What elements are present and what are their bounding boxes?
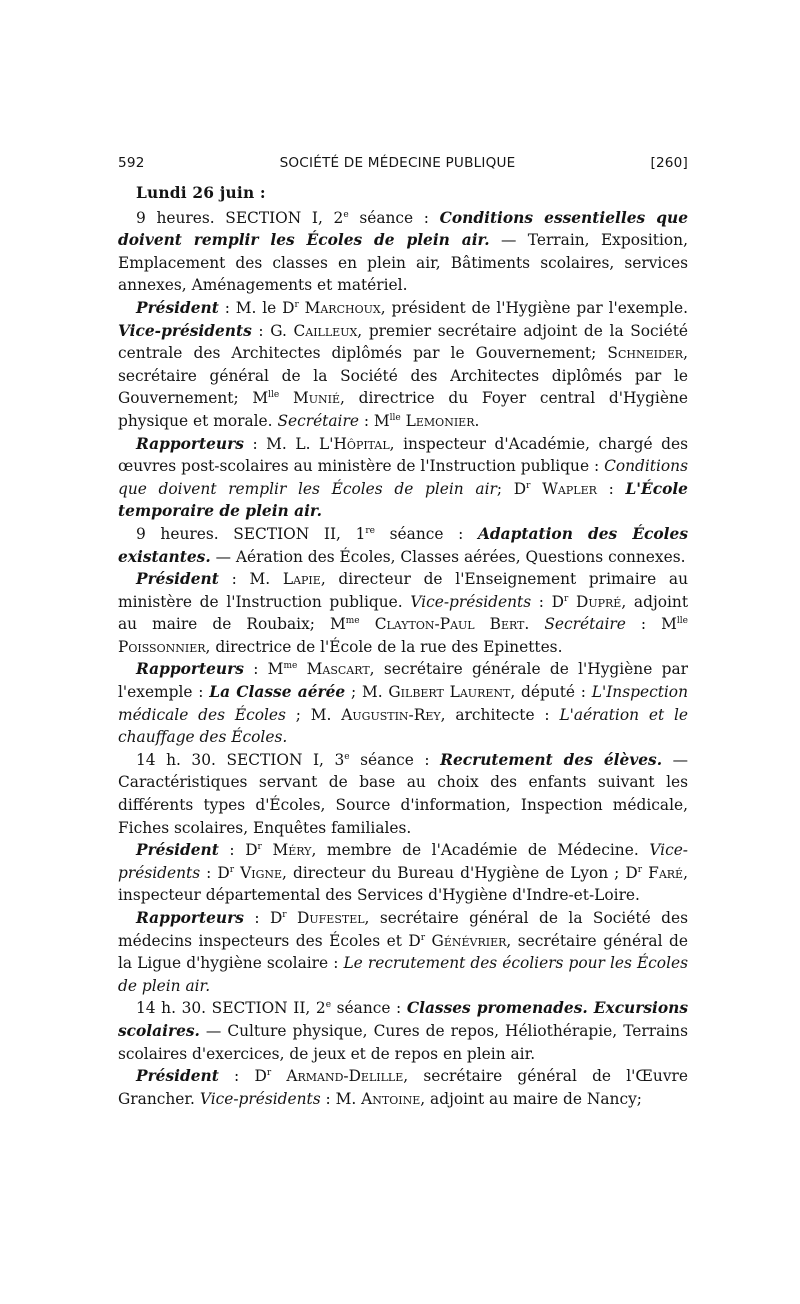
- text-run: : M: [243, 660, 284, 679]
- text-run: re: [365, 525, 376, 536]
- text-run: r: [637, 864, 643, 875]
- text-run: , inspecteur d'Académie, chargé des œuvres post-scolaires au ministère de l'Instruction publique :: [118, 434, 688, 476]
- text-run: lle: [268, 390, 280, 401]
- text-run: : D: [218, 1067, 267, 1086]
- text-run: , directrice du Foyer central d'Hygiène physique et morale.: [118, 389, 688, 430]
- text-run: séance :: [348, 208, 440, 227]
- text-run: Le recrutement des écoliers pour les Écoles de plein air.: [118, 954, 688, 995]
- text-run: L'aération et le chauffage des Écoles.: [118, 705, 688, 747]
- text-run: Recrutement des élèves.: [440, 750, 663, 769]
- text-run: : M.: [218, 570, 283, 589]
- text-run: Génévrier: [431, 931, 507, 950]
- text-run: Méry: [272, 841, 312, 860]
- text-run: : D: [200, 863, 230, 882]
- text-run: , premier secrétaire adjoint de la Société centrale des Architectes diplômés par le Gouvernement;: [118, 321, 689, 363]
- text-run: Secrétaire: [544, 615, 626, 634]
- text-run: Rapporteurs: [136, 909, 244, 927]
- document-page: [118, 152, 688, 1110]
- text-run: — Terrain, Exposition, Emplacement des classes en plein air, Bâtiments scolaires, services annexes, Aménagements et matériel.: [118, 231, 688, 295]
- text-run: Rapporteurs: [136, 660, 244, 679]
- text-run: séance :: [331, 999, 407, 1018]
- text-run: L'Inspection médicale des Écoles: [118, 683, 688, 724]
- paragraph: [118, 433, 688, 523]
- text-run: Conditions essentielles que doivent remplir les Écoles de plein air.: [118, 208, 689, 250]
- text-run: : M: [625, 615, 677, 634]
- text-run: Marchoux: [304, 298, 381, 317]
- paragraph: [118, 207, 688, 297]
- text-run: e: [325, 1000, 332, 1011]
- text-run: Vice-présidents: [199, 1089, 321, 1108]
- text-run: séance :: [349, 750, 441, 769]
- text-run: r: [282, 909, 287, 920]
- body-text: [118, 207, 688, 1111]
- text-run: , membre de l'Académie de Médecine.: [311, 841, 650, 860]
- text-run: Rapporteurs: [136, 434, 244, 453]
- page-header: [118, 152, 688, 182]
- text-run: 9 heures. SECTION I, 2: [136, 208, 344, 227]
- text-run: — Culture physique, Cures de repos, Héliothérapie, Terrains scolaires d'exercices, de jeux et de repos en plein air.: [118, 1021, 688, 1063]
- paragraph: [118, 749, 688, 839]
- text-run: 9 heures. SECTION II, 1: [136, 524, 366, 543]
- text-run: 14 h. 30. SECTION I, 3: [136, 750, 345, 769]
- text-run: me: [283, 661, 298, 672]
- paragraph: [118, 297, 688, 433]
- text-run: Dufestel: [297, 909, 365, 927]
- text-run: , secrétaire générale de l'Hygiène par l'exemple :: [118, 660, 688, 702]
- text-run: r: [257, 842, 262, 853]
- text-run: : D: [218, 841, 258, 860]
- text-run: : M. le D: [218, 298, 295, 317]
- text-run: , directeur du Bureau d'Hygiène de Lyon ; D: [282, 863, 638, 882]
- text-run: Conditions que doivent remplir les Écoles de plein air: [118, 457, 688, 498]
- text-run: r: [564, 593, 569, 604]
- text-run: [568, 593, 576, 611]
- text-run: [287, 909, 297, 927]
- text-run: Vice-présidents: [410, 592, 532, 611]
- text-run: , architecte :: [440, 705, 560, 724]
- text-run: Classes promenades. Excursions scolaires.: [118, 999, 688, 1040]
- text-run: Munié: [292, 389, 340, 408]
- text-run: Président: [136, 298, 219, 317]
- text-run: , secrétaire général de l'Œuvre Grancher.: [118, 1067, 688, 1108]
- text-run: r: [526, 480, 531, 491]
- text-run: Président: [136, 841, 219, 860]
- text-run: — Caractéristiques servant de base au choix des enfants suivant les différents types d'Écoles, Source d'information, Inspection médicale, Fiches scolaires, Enquêtes familiales.: [118, 750, 688, 837]
- text-run: Secrétaire: [277, 411, 359, 430]
- text-run: , directrice de l'École de la rue des Epinettes.: [205, 637, 563, 656]
- text-run: [530, 480, 542, 498]
- text-run: ; M.: [285, 705, 342, 724]
- text-run: , inspecteur départemental des Services d'Hygiène d'Indre-et-Loire.: [118, 863, 688, 905]
- text-run: L'Hôpital: [319, 434, 390, 453]
- text-run: r: [266, 1068, 272, 1079]
- text-run: r: [229, 864, 235, 875]
- text-run: e: [343, 209, 349, 220]
- text-run: lle: [389, 412, 401, 423]
- text-run: Mascart: [306, 660, 370, 679]
- text-run: [360, 615, 375, 633]
- text-run: Wapler: [542, 479, 597, 498]
- text-run: , adjoint au maire de Nancy;: [420, 1089, 642, 1108]
- text-run: Antoine: [361, 1089, 421, 1108]
- paragraph: [118, 568, 688, 658]
- text-run: Président: [136, 570, 219, 589]
- text-run: Poissonnier: [118, 637, 206, 656]
- text-run: : G.: [251, 321, 294, 340]
- paragraph: [118, 523, 688, 568]
- text-run: Lapie: [282, 570, 321, 589]
- text-run: [271, 1067, 286, 1085]
- running-title: SOCIÉTÉ DE MÉDECINE PUBLIQUE: [279, 155, 516, 171]
- text-run: r: [420, 932, 426, 943]
- text-run: , directeur de l'Enseignement primaire au ministère de l'Instruction publique.: [118, 570, 688, 611]
- text-run: Lemonier: [405, 411, 475, 430]
- text-run: [262, 841, 273, 859]
- text-run: r: [294, 299, 299, 310]
- text-run: Gilbert Laurent: [388, 683, 511, 702]
- day-heading: Lundi 26 juin :: [136, 184, 266, 202]
- text-run: Président: [136, 1067, 219, 1086]
- text-run: Dupré: [576, 592, 622, 611]
- text-run: Adaptation des Écoles existantes.: [118, 524, 688, 566]
- paragraph: [118, 839, 688, 907]
- text-run: Schneider: [607, 344, 684, 363]
- text-run: Vice-présidents: [118, 321, 252, 340]
- text-run: : D: [531, 592, 565, 611]
- text-run: : D: [243, 909, 283, 927]
- text-run: [297, 660, 306, 678]
- text-run: 14 h. 30. SECTION II, 2: [136, 999, 326, 1018]
- text-run: .: [524, 615, 545, 634]
- text-run: ; D: [496, 479, 527, 498]
- text-run: Vigne: [240, 863, 283, 882]
- text-run: :: [596, 479, 626, 498]
- text-run: , adjoint au maire de Roubaix; M: [118, 592, 689, 634]
- bracket-number: [260]: [650, 155, 688, 171]
- text-run: , président de l'Hygiène par l'exemple.: [380, 298, 688, 317]
- text-run: La Classe aérée: [209, 683, 346, 702]
- text-run: , député :: [510, 683, 592, 702]
- paragraph: [118, 907, 688, 997]
- text-run: me: [345, 616, 360, 627]
- paragraph: [118, 1065, 688, 1110]
- text-run: [279, 389, 293, 407]
- text-run: Armand-Delille: [286, 1067, 404, 1086]
- text-run: ; M.: [345, 683, 389, 702]
- text-run: L'École temporaire de plein air.: [118, 479, 688, 521]
- text-run: séance :: [375, 524, 478, 543]
- text-run: .: [474, 411, 480, 430]
- text-run: Cailleux: [293, 321, 358, 340]
- text-run: Augustin-Rey: [341, 705, 441, 724]
- text-run: : M. L.: [243, 434, 320, 453]
- text-run: — Aération des Écoles, Classes aérées, Questions connexes.: [210, 547, 686, 566]
- text-run: e: [344, 751, 350, 762]
- text-run: : M.: [320, 1089, 362, 1108]
- text-run: , secrétaire général de la Société des médecins inspecteurs des Écoles et D: [118, 909, 688, 950]
- page-number: 592: [118, 155, 145, 171]
- paragraph: [118, 997, 688, 1065]
- text-run: Faré: [648, 863, 684, 882]
- text-run: , secrétaire général de la Société des Architectes diplômés par le Gouvernement; M: [118, 344, 688, 408]
- text-run: : M: [358, 411, 390, 430]
- text-run: Vice-présidents: [118, 841, 689, 882]
- text-run: lle: [676, 616, 688, 627]
- text-run: , secrétaire général de la Ligue d'hygiène scolaire :: [118, 931, 688, 973]
- text-run: Clayton-Paul Bert: [374, 615, 525, 634]
- paragraph: [118, 658, 688, 748]
